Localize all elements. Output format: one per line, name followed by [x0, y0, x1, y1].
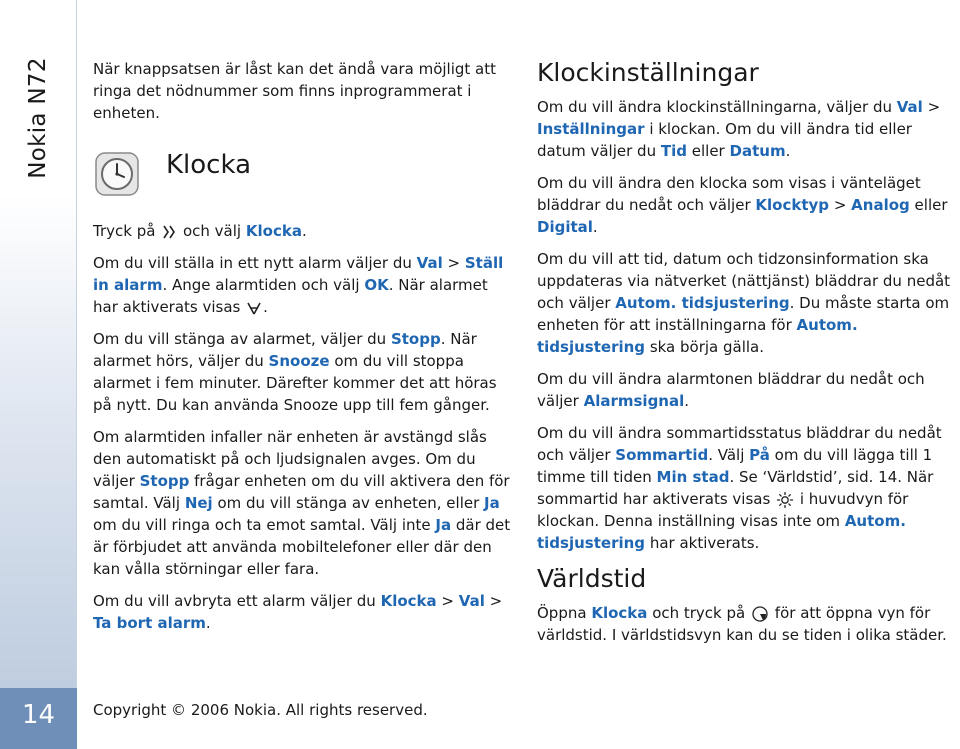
intro-paragraph: När knappsatsen är låst kan det ändå vara möjligt att ringa det nödnummer som finns inprogrammerat i enheten. [93, 60, 497, 122]
clock-open-paragraph: Tryck på och välj Klocka. [93, 222, 307, 240]
set-alarm-paragraph: Om du vill ställa in ett nytt alarm väljer du Val > Ställ in alarm. Ange alarmtiden och välj OK. När alarmet har aktiverats visas . [93, 254, 504, 316]
clock-type-paragraph: Om du vill ändra den klocka som visas i vänteläget bläddrar du nedåt och väljer Klocktyp > Analog eller Digital. [537, 174, 948, 236]
stop-alarm-paragraph: Om du vill stänga av alarmet, väljer du Stopp. När alarmet hörs, väljer du Snooze om du vill stoppa alarmet i fem minuter. Därefter kommer det att höras på nytt. Du kan använda Snooze upp till fem gånger. [93, 330, 497, 414]
clock-settings-heading: Klockinställningar [537, 58, 759, 87]
sun-icon [775, 491, 795, 509]
sidebar [0, 0, 77, 749]
sidebar-gradient-band [0, 195, 77, 749]
left-column [93, 58, 515, 644]
world-time-heading: Världstid [537, 564, 647, 593]
joystick-right-icon [750, 605, 770, 623]
page-number: 14 [21, 700, 56, 730]
sidebar-divider [76, 0, 77, 749]
clock-section-header [93, 144, 515, 208]
clock-settings-paragraph: Om du vill ändra klockinställningarna, väljer du Val > Inställningar i klockan. Om du vill ändra tid eller datum väljer du Tid eller Datum. [537, 98, 941, 160]
brand-title: Nokia N72 [25, 57, 51, 179]
alarm-tone-paragraph: Om du vill ändra alarmtonen bläddrar du nedåt och väljer Alarmsignal. [537, 370, 925, 410]
menu-key-icon [160, 223, 178, 241]
copyright-notice: Copyright © 2006 Nokia. All rights reserved. [93, 701, 428, 719]
right-column [537, 58, 957, 656]
device-off-paragraph: Om alarmtiden infaller när enheten är avstängd slås den automatiskt på och ljudsignalen avges. Om du väljer Stopp frågar enheten om du vill aktivera den för samtal. Välj Nej om du vill stänga av enheten, eller Ja om du vill ringa och ta emot samtal. Välj inte Ja där det är förbjudet att använda mobiltelefoner eller där den kan vålla störningar eller fara. [93, 428, 511, 578]
remove-alarm-paragraph: Om du vill avbryta ett alarm väljer du Klocka > Val > Ta bort alarm. [93, 592, 503, 632]
clock-heading: Klocka [166, 150, 252, 180]
alarm-bell-icon [245, 299, 263, 317]
clock-app-icon [93, 150, 141, 198]
time-sync-paragraph: Om du vill att tid, datum och tidzonsinformation ska uppdateras via nätverket (nättjänst) bläddrar du nedåt och väljer Autom. tidsjustering. Du måste starta om enheten för att inställningarna för Autom. tidsjustering ska börja gälla. [537, 250, 951, 356]
daylight-saving-paragraph: Om du vill ändra sommartidsstatus bläddrar du nedåt och väljer Sommartid. Välj På om du vill lägga till 1 timme till tiden Min stad. Se ‘Världstid’, sid. 14. När sommartid har aktiverats visas i huvudvyn för klockan. Denna inställning visas inte om Autom. tidsjustering har aktiverats. [537, 424, 942, 552]
world-time-paragraph: Öppna Klocka och tryck på för att öppna vyn för världstid. I världstidsvyn kan du se tiden i olika städer. [537, 604, 947, 644]
